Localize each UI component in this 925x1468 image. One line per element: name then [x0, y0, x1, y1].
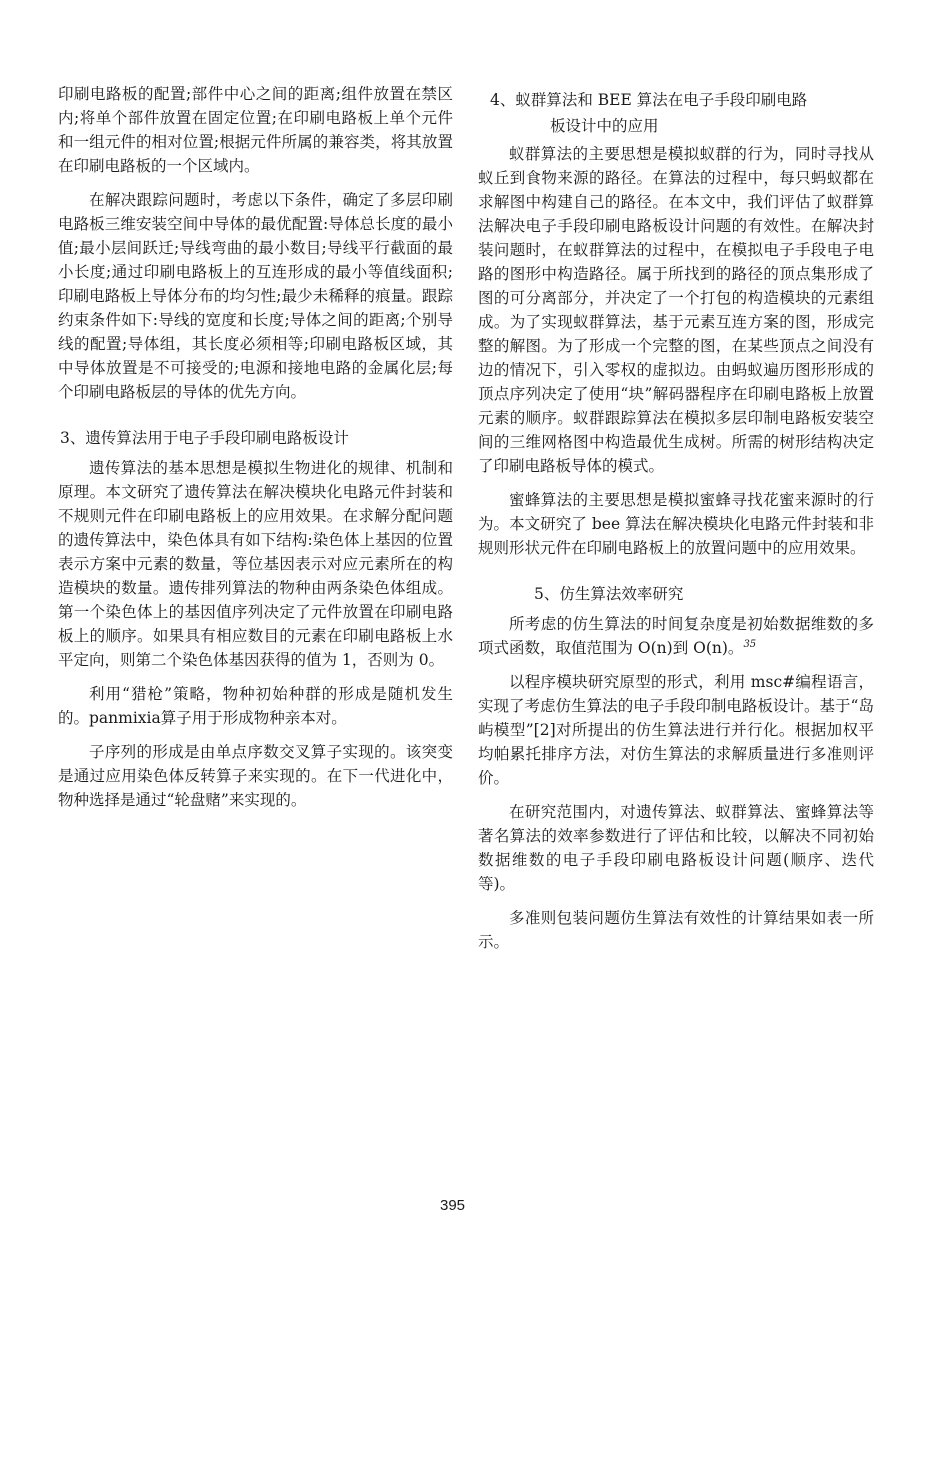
section-heading-5: 5、仿生算法效率研究 [534, 585, 684, 603]
left-paragraph-2: 在解决跟踪问题时，考虑以下条件，确定了多层印刷电路板三维安装空间中导体的最优配置:导体总长度的最小值;最小层间跃迁;导线弯曲的最小数目;导线平行截面的最小长度;通过印刷电路板上的互连形成的最小等值线面积;印刷电路板上导体分布的均匀性;最少未稀释的痕量。跟踪约束条件如下:导线的宽度和长度;导体之间的距离;个别导线的配置;导体组，其长度必须相等;印刷电路板区域，其中导体放置是不可接受的;电源和接地电路的金属化层;每个印刷电路板层的导体的优先方向。 [58, 191, 453, 401]
section-heading-4-line-2: 板设计中的应用 [550, 117, 659, 135]
right-paragraph-3 [478, 612, 874, 660]
page-number: 395 [439, 1197, 466, 1214]
section-heading-4-line-1: 4、蚁群算法和 BEE 算法在电子手段印刷电路 [490, 91, 808, 109]
left-paragraph-5: 子序列的形成是由单点序数交叉算子实现的。该突变是通过应用染色体反转算子来实现的。在下一代进化中，物种选择是通过“轮盘赌”来实现的。 [58, 743, 453, 809]
right-paragraph-1: 蚁群算法的主要思想是模拟蚁群的行为，同时寻找从蚁丘到食物来源的路径。在算法的过程中，每只蚂蚁都在求解图中构建自己的路径。在本文中，我们评估了蚁群算法解决电子手段印刷电路板设计问题的有效性。在解决封装问题时，在蚁群算法的过程中，在模拟电子手段电子电路的图形中构造路径。属于所找到的路径的顶点集形成了图的可分离部分，并决定了一个打包的构造模块的元素组成。为了实现蚁群算法，基于元素互连方案的图，形成完整的解图。为了形成一个完整的图，在某些顶点之间没有边的情况下，引入零权的虚拟边。由蚂蚁遍历图形形成的顶点序列决定了使用“块”解码器程序在印刷电路板上放置元素的顺序。蚁群跟踪算法在模拟多层印制电路板安装空间的三维网格图中构造最优生成树。所需的树形结构决定了印刷电路板导体的模式。 [478, 145, 874, 475]
right-paragraph-5: 在研究范围内，对遗传算法、蚁群算法、蜜蜂算法等著名算法的效率参数进行了评估和比较，以解决不同初始数据维数的电子手段印刷电路板设计问题(顺序、迭代等)。 [478, 803, 874, 893]
right-paragraph-3-text: 所考虑的仿生算法的时间复杂度是初始数据维数的多项式函数，取值范围为 O(n)到 O(n)。 [478, 615, 874, 657]
section-heading-3: 3、遗传算法用于电子手段印刷电路板设计 [60, 429, 349, 447]
right-paragraph-6: 多准则包装问题仿生算法有效性的计算结果如表一所示。 [478, 909, 874, 951]
right-paragraph-2: 蜜蜂算法的主要思想是模拟蜜蜂寻找花蜜来源时的行为。本文研究了 bee 算法在解决模块化电路元件封装和非规则形状元件在印刷电路板上的放置问题中的应用效果。 [478, 491, 874, 557]
left-paragraph-1: 印刷电路板的配置;部件中心之间的距离;组件放置在禁区内;将单个部件放置在固定位置;在印刷电路板上单个元件和一组元件的相对位置;根据元件所属的兼容类，将其放置在印刷电路板的一个区域内。 [58, 85, 453, 175]
left-paragraph-3: 遗传算法的基本思想是模拟生物进化的规律、机制和原理。本文研究了遗传算法在解决模块化电路元件封装和不规则元件在印刷电路板上的应用效果。在求解分配问题的遗传算法中，染色体具有如下结构:染色体上基因的位置表示方案中元素的数量，等位基因表示对应元素所在的构造模块的数量。遗传排列算法的物种由两条染色体组成。第一个染色体上的基因值序列决定了元件放置在印刷电路板上的顺序。如果具有相应数目的元素在印刷电路板上水平定向，则第二个染色体基因获得的值为 1，否则为 0。 [58, 459, 453, 669]
right-column [478, 82, 874, 964]
left-column [58, 82, 453, 822]
left-paragraph-4: 利用“猎枪”策略，物种初始种群的形成是随机发生的。panmixia算子用于形成物种亲本对。 [58, 685, 453, 727]
citation-superscript: 35 [743, 638, 757, 650]
right-paragraph-4: 以程序模块研究原型的形式，利用 msc#编程语言，实现了考虑仿生算法的电子手段印制电路板设计。基于“岛屿模型”[2]对所提出的仿生算法进行并行化。根据加权平均帕累托排序方法，对仿生算法的求解质量进行多准则评价。 [478, 673, 874, 787]
